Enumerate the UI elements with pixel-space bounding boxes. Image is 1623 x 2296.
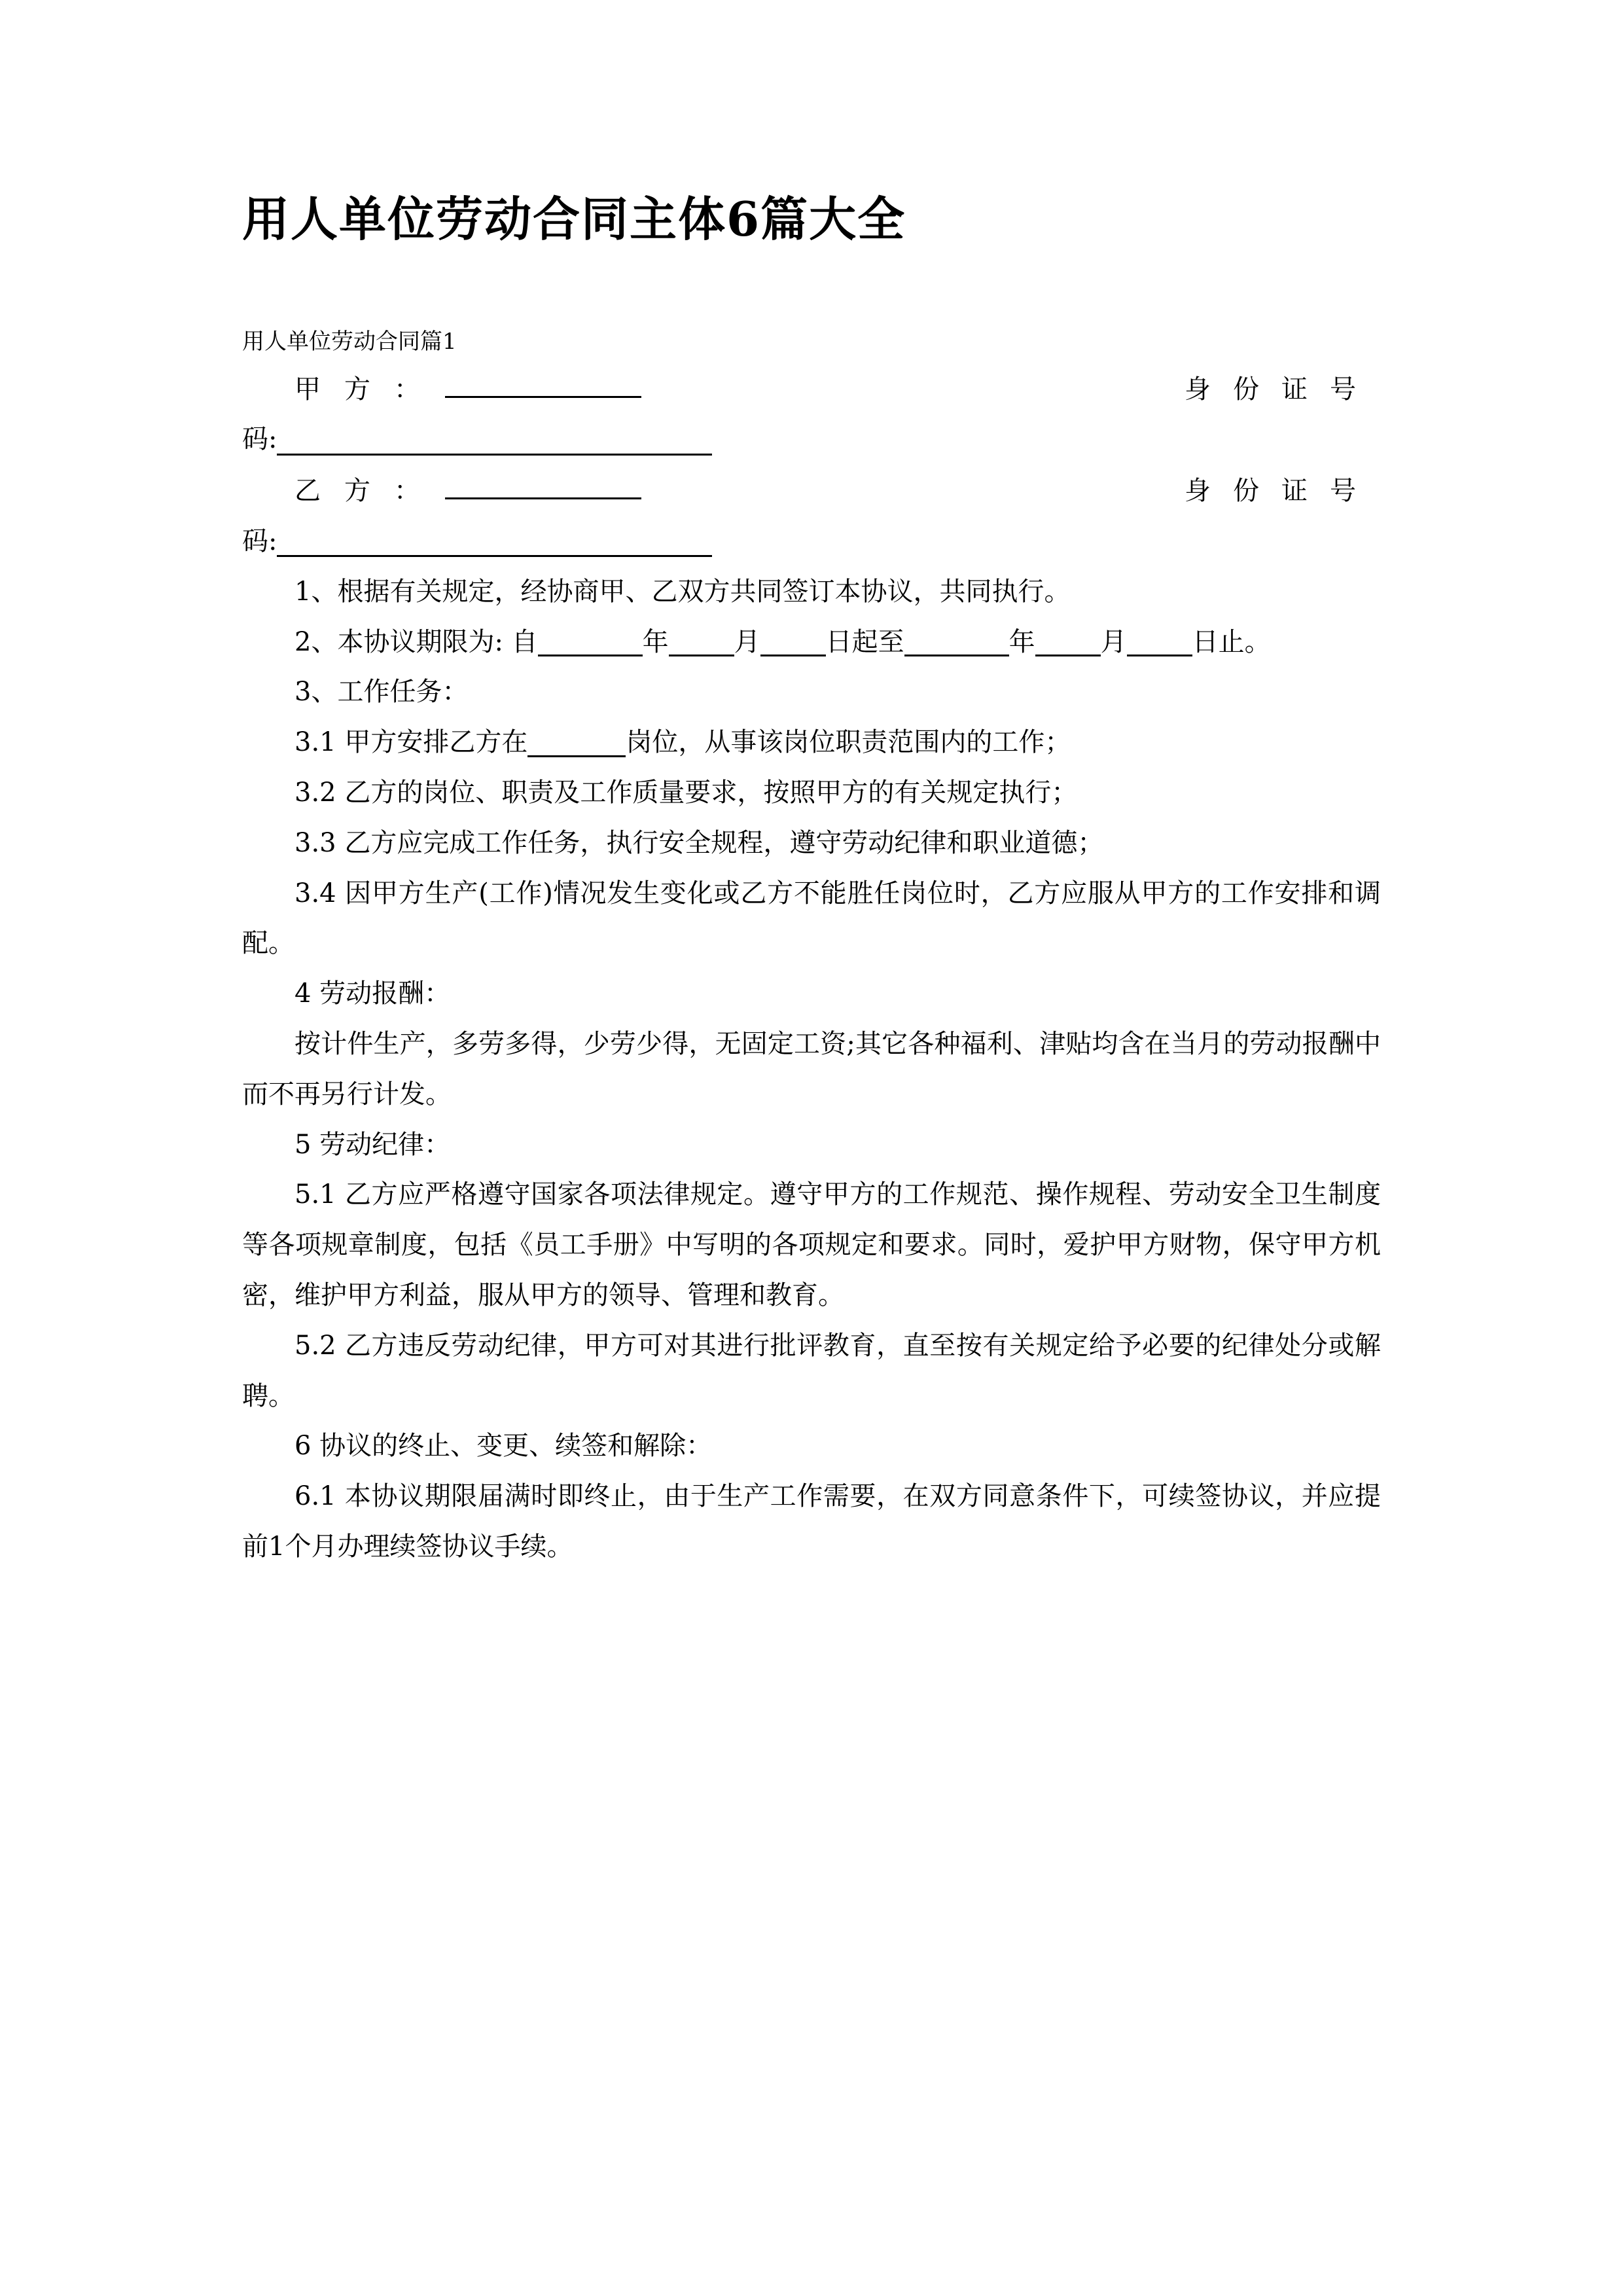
party-a-id-code-row: [242, 414, 1381, 465]
clause-6-1: 6.1 本协议期限届满时即终止，由于生产工作需要，在双方同意条件下，可续签协议，并应提前1个月办理续签协议手续。: [242, 1481, 1381, 1562]
clause-3-1: [242, 717, 1381, 768]
clause-2-day-end-label: 日止。: [1192, 626, 1271, 657]
code-prefix-label: 码:: [242, 424, 277, 455]
party-a-name-blank[interactable]: [445, 363, 641, 398]
clause-2-year2-blank[interactable]: [904, 624, 1009, 656]
clause-5-1: 5.1 乙方应严格遵守国家各项法律规定。遵守甲方的工作规范、操作规程、劳动安全卫生制度等各项规章制度，包括《员工手册》中写明的各项规定和要求。同时，爱护甲方财物，保守甲方机密，维护甲方利益，服从甲方的领导、管理和教育。: [242, 1179, 1381, 1310]
clause-3-heading: 3、工作任务：: [294, 677, 469, 708]
party-b-id-code-blank[interactable]: [277, 522, 712, 557]
party-a-id-code-blank[interactable]: [277, 421, 712, 456]
clause-2-month2-blank[interactable]: [1035, 624, 1101, 656]
clause-5-2: 5.2 乙方违反劳动纪律，甲方可对其进行批评教育，直至按有关规定给予必要的纪律处分或解聘。: [242, 1330, 1381, 1411]
clause-2-year-blank[interactable]: [538, 624, 643, 656]
party-a-label: 甲方: [294, 374, 394, 404]
document-content: [242, 0, 1381, 1572]
party-b-id-code-row: [242, 516, 1381, 567]
clause-1: 1、根据有关规定，经协商甲、乙双方共同签订本协议，共同执行。: [294, 576, 1071, 607]
clause-3-1-suffix: 岗位，从事该岗位职责范围内的工作；: [626, 727, 1071, 758]
clause-3-4: 3.4 因甲方生产(工作)情况发生变化或乙方不能胜任岗位时，乙方应服从甲方的工作安排和调配。: [242, 878, 1381, 959]
page-title: 用人单位劳动合同主体6篇大全: [242, 191, 906, 247]
clause-4-heading: 4 劳动报酬：: [294, 978, 451, 1009]
clause-4-body: 按计件生产，多劳多得，少劳少得，无固定工资;其它各种福利、津贴均含在当月的劳动报酬中而不再另行计发。: [242, 1028, 1381, 1109]
clause-3-3: 3.3 乙方应完成工作任务，执行安全规程，遵守劳动纪律和职业道德；: [294, 827, 1104, 858]
party-b-name-blank[interactable]: [445, 465, 641, 499]
clause-2-month-label: 月: [734, 626, 760, 657]
party-a-row: [242, 363, 1381, 415]
clause-3-1-prefix: 3.1 甲方安排乙方在: [294, 727, 528, 758]
clause-2-month-blank[interactable]: [669, 624, 734, 656]
section-heading: 用人单位劳动合同篇1: [242, 329, 457, 355]
clause-2-day-start-label: 日起至: [825, 626, 904, 657]
clause-2-prefix: 2、本协议期限为: 自: [294, 626, 538, 657]
party-b-row: [242, 465, 1381, 516]
clause-2-year2-label: 年: [1008, 626, 1035, 657]
party-b-label: 乙方: [294, 476, 394, 507]
clause-3-1-post-blank[interactable]: [527, 725, 626, 757]
clause-2: [242, 617, 1381, 668]
party-a-colon: ：: [394, 374, 433, 404]
code-prefix-label-2: 码:: [242, 526, 277, 556]
party-b-colon: ：: [394, 476, 433, 507]
clause-2-day2-blank[interactable]: [1127, 624, 1192, 656]
clause-2-month2-label: 月: [1100, 626, 1127, 657]
clause-5-heading: 5 劳动纪律：: [294, 1129, 451, 1160]
clause-2-day-blank[interactable]: [760, 624, 826, 656]
clause-6-heading: 6 协议的终止、变更、续签和解除：: [294, 1431, 713, 1462]
clause-3-2: 3.2 乙方的岗位、职责及工作质量要求，按照甲方的有关规定执行；: [294, 777, 1078, 808]
party-b-id-label: 身份证号: [1185, 476, 1378, 507]
clause-2-year-label: 年: [642, 626, 669, 657]
party-a-id-label: 身份证号: [1185, 374, 1378, 404]
